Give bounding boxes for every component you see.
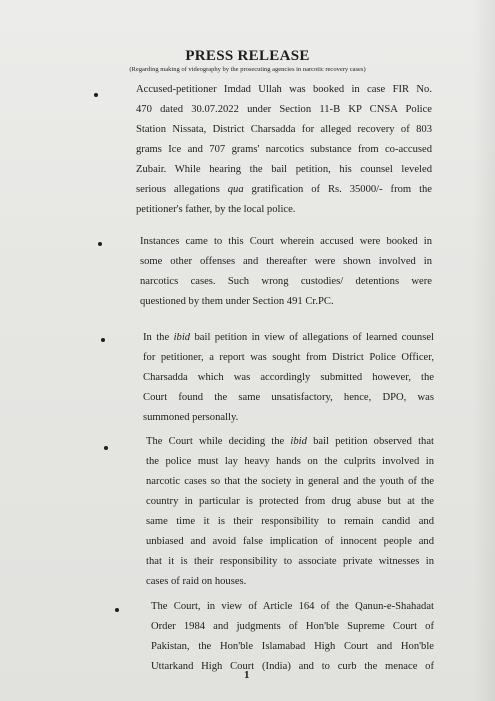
page-number: 1 xyxy=(244,669,250,681)
paragraph-line: Zubair. While hearing the bail petition, his counsel leveled xyxy=(136,164,432,175)
paragraph-line: serious allegations qua gratification of Rs. 35000/- from the xyxy=(136,184,433,195)
paragraph-line: cases of raid on houses. xyxy=(146,576,247,587)
paragraph-line: questioned by them under Section 491 Cr.PC. xyxy=(140,296,334,307)
page-shadow xyxy=(473,0,495,701)
paragraph-line: Pakistan, the Hon'ble Islamabad High Court and Hon'ble xyxy=(151,641,434,652)
bullet-marker xyxy=(98,242,102,246)
paragraph-1 xyxy=(136,80,432,220)
paragraph-line: summoned personally. xyxy=(143,412,239,423)
paragraph-line: some other offenses and thereafter were shown involved in xyxy=(140,256,432,267)
bullet-marker xyxy=(115,608,119,612)
paragraph-line: that it is their responsibility to associate private witnesses in xyxy=(146,556,434,567)
italic-text: ibid xyxy=(173,332,191,343)
paragraph-line: for petitioner, a report was sought from District Police Officer, xyxy=(143,352,434,363)
paragraph-line: The Court while deciding the ibid bail petition observed that xyxy=(146,436,434,447)
paragraph-line: narcotic cases so that the society in general and the youth of the xyxy=(146,476,434,487)
paragraph-line: Court found the same unsatisfactory, hence, DPO, was xyxy=(143,392,434,403)
paragraph-2 xyxy=(140,232,432,312)
paragraph-line: In the ibid bail petition in view of allegations of learned counsel xyxy=(143,332,434,343)
bullet-marker xyxy=(104,446,108,450)
italic-text: ibid xyxy=(290,436,307,447)
italic-text: qua xyxy=(227,184,244,195)
document-title: PRESS RELEASE xyxy=(185,48,310,64)
paragraph-line: The Court, in view of Article 164 of the Qanun-e-Shahadat xyxy=(151,601,434,612)
paragraph-line: Order 1984 and judgments of Hon'ble Supreme Court of xyxy=(151,621,434,632)
bullet-marker xyxy=(101,338,105,342)
paragraph-line: unbiased and avoid false implication of innocent people and xyxy=(146,536,434,547)
paragraph-4 xyxy=(146,432,434,592)
paragraph-line: same time it is their responsibility to remain candid and xyxy=(146,516,434,527)
paragraph-line: the police must lay heavy hands on the culprits involved in xyxy=(146,456,434,467)
paragraph-line: Charsadda which was accordingly submitted however, the xyxy=(143,372,434,383)
paragraph-line: Station Nissata, District Charsadda for alleged recovery of 803 xyxy=(136,124,432,135)
document-subtitle: (Regarding making of videography by the prosecuting agencies in narcotic recovery cases) xyxy=(129,66,366,73)
bullet-marker xyxy=(94,93,98,97)
paragraph-3 xyxy=(143,328,434,428)
paragraph-line: grams Ice and 707 grams' narcotics substance from co-accused xyxy=(136,144,432,155)
paragraph-line: 470 dated 30.07.2022 under Section 11-B KP CNSA Police xyxy=(136,104,432,115)
paragraph-line: Uttarkand High Court (India) and to curb the menace of xyxy=(151,661,434,672)
paragraph-line: narcotics cases. Such wrong custodies/ detentions were xyxy=(140,276,432,287)
paragraph-line: Instances came to this Court wherein accused were booked in xyxy=(140,236,432,247)
paragraph-5 xyxy=(151,597,434,677)
paragraph-line: Accused-petitioner Imdad Ullah was booked in case FIR No. xyxy=(136,84,432,95)
paragraph-line: petitioner's father, by the local police. xyxy=(136,204,296,215)
paragraph-line: country in particular is protected from drug abuse but at the xyxy=(146,496,434,507)
